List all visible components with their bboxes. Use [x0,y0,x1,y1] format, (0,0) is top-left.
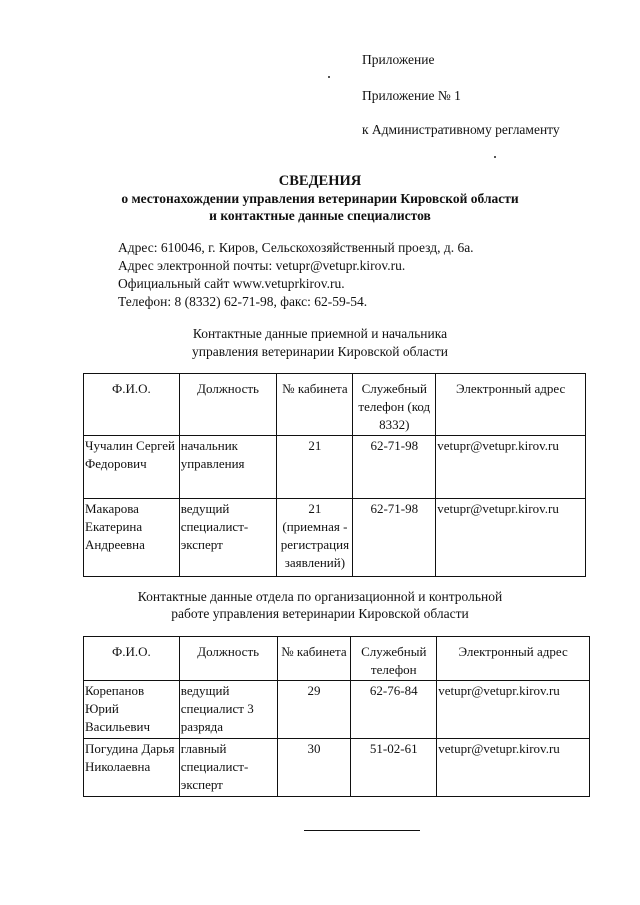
email-address: Адрес электронной почты: vetupr@vetupr.kirov.ru. [118,258,406,273]
cell-fio: Корепанов Юрий Васильевич [84,681,180,739]
cell-position: начальник управления [179,436,277,499]
cell-room: 21 (приемная - регистрация заявлений) [277,499,353,577]
cell-phone: 62-71-98 [353,499,436,577]
table2-caption-1: Контактные данные отдела по организационной и контрольной [137,589,503,604]
cell-phone: 62-76-84 [351,681,437,739]
cell-room: 29 [277,681,351,739]
phone-fax: Телефон: 8 (8332) 62-71-98, факс: 62-59-54. [118,294,368,309]
cell-position: главный специалист-эксперт [179,739,277,797]
cell-position: ведущий специалист-эксперт [179,499,277,577]
cell-email: vetupr@vetupr.kirov.ru [436,499,586,577]
header-email: Электронный адрес [437,637,590,681]
cell-position: ведущий специалист 3 разряда [179,681,277,739]
table1-caption-1: Контактные данные приемной и начальника [192,326,448,341]
header-room: № кабинета [277,374,353,436]
table1-caption-2: управления ветеринарии Кировской области [192,344,448,359]
header-position: Должность [179,637,277,681]
table-header-row [84,374,586,436]
header-phone: Служебный телефон (код 8332) [353,374,436,436]
cell-email: vetupr@vetupr.kirov.ru [437,681,590,739]
table-row [84,681,590,739]
header-fio: Ф.И.О. [84,637,180,681]
scan-speck [494,156,496,158]
cell-fio: Чучалин Сергей Федорович [84,436,180,499]
cell-phone: 62-71-98 [353,436,436,499]
table-row [84,436,586,499]
document-title: СВЕДЕНИЯ [278,173,362,189]
appendix-reference: к Административному регламенту [362,122,560,137]
cell-room: 30 [277,739,351,797]
website: Официальный сайт www.vetuprkirov.ru. [118,276,345,291]
appendix-label: Приложение [362,52,435,67]
header-position: Должность [179,374,277,436]
scan-speck [328,76,330,78]
postal-address: Адрес: 610046, г. Киров, Сельскохозяйственный проезд, д. 6а. [118,240,474,255]
header-room: № кабинета [277,637,351,681]
table-header-row [84,637,590,681]
header-phone: Служебный телефон [351,637,437,681]
contacts-table-reception [83,373,586,577]
cell-email: vetupr@vetupr.kirov.ru [437,739,590,797]
closing-rule [304,830,420,831]
contacts-table-department [83,636,590,797]
cell-fio: Погудина Дарья Николаевна [84,739,180,797]
cell-phone: 51-02-61 [351,739,437,797]
cell-email: vetupr@vetupr.kirov.ru [436,436,586,499]
header-email: Электронный адрес [436,374,586,436]
document-subtitle-1: о местонахождении управления ветеринарии Кировской области [121,191,519,206]
table-row [84,499,586,577]
cell-fio: Макарова Екатерина Андреевна [84,499,180,577]
table2-caption-2: работе управления ветеринарии Кировской области [171,606,469,621]
header-fio: Ф.И.О. [84,374,180,436]
table-row [84,739,590,797]
appendix-number: Приложение № 1 [362,88,461,103]
cell-room: 21 [277,436,353,499]
document-subtitle-2: и контактные данные специалистов [209,208,431,223]
